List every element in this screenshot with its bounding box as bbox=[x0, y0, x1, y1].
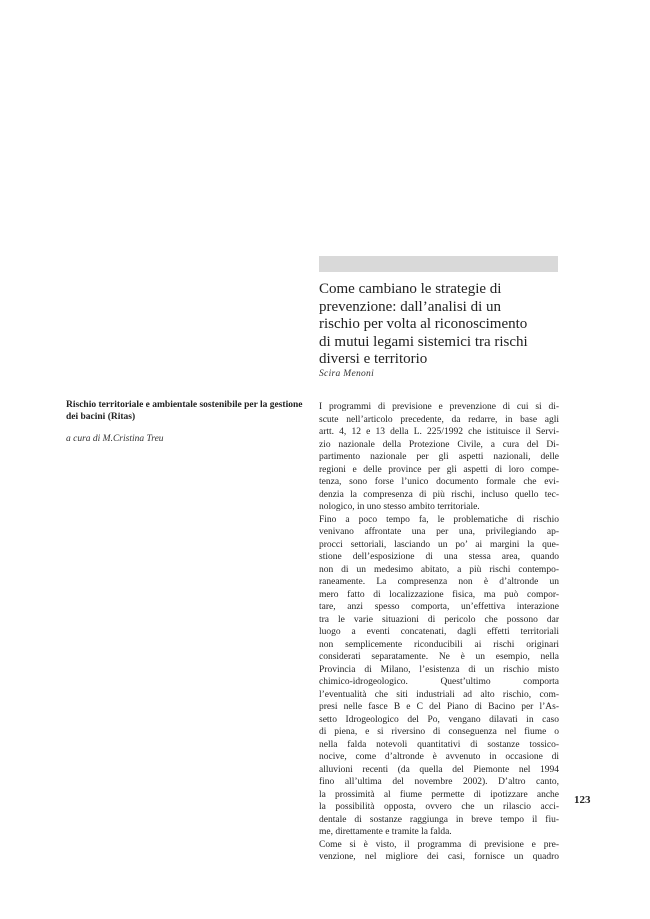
article-title-line: rischio per volta al riconoscimento bbox=[319, 316, 528, 332]
body-text-line: tenza, sono forse l’unico documento formale che evi- bbox=[319, 477, 559, 487]
body-text-line: venzione, nel migliore dei casi, fornisce un quadro bbox=[319, 852, 559, 862]
page-number: 123 bbox=[574, 794, 591, 806]
body-text-line: la possibilità opposta, ovvero che un rilascio acci- bbox=[319, 802, 559, 812]
article-title-line: Come cambiano le strategie di bbox=[319, 281, 502, 297]
body-text-line: partimento nazionale per gli aspetti nazionali, delle bbox=[319, 452, 559, 462]
body-text-line: tra le varie situazioni di pericolo che possono dar bbox=[319, 614, 559, 625]
title-header-bar bbox=[319, 256, 558, 272]
body-text-line: alluvioni recenti (da quella del Piemonte nel 1994 bbox=[319, 764, 559, 775]
article-title-line: diversi e territorio bbox=[319, 351, 428, 367]
body-text-line: nocive, come d’altronde è avvenuto in occasione di bbox=[319, 752, 559, 762]
body-text-line: artt. 4, 12 e 13 della L. 225/1992 che istituisce il Servi- bbox=[319, 427, 559, 437]
body-text-line: chimico-idrogeologico. Quest’ultimo comporta bbox=[319, 677, 559, 687]
body-text-line: l’eventualità che siti industriali ad alto rischio, com- bbox=[319, 689, 559, 700]
section-title: Rischio territoriale e ambientale sostenibile per la gestione dei bacini (Ritas) bbox=[66, 400, 303, 422]
body-text-line: presi nelle fasce B e C del Piano di Bacino per l’As- bbox=[319, 702, 559, 712]
body-text-line: venivano affrontate una per una, privilegiando ap- bbox=[319, 527, 559, 537]
body-text-line: Come si è visto, il programma di previsione e pre- bbox=[319, 839, 559, 850]
body-text-line: la prossimità al fiume permette di ipotizzare anche bbox=[319, 789, 559, 800]
body-text-line: fino all’ultima del novembre 2002). D’altro canto, bbox=[319, 777, 559, 787]
body-text-line: non di un medesimo abitato, a più rischi contempo- bbox=[319, 564, 559, 575]
body-text-line: procci settoriali, lasciando un po’ ai margini la que- bbox=[319, 539, 559, 550]
body-text-line: luogo a eventi concatenati, dagli effetti territoriali bbox=[319, 627, 559, 637]
body-text-line: stione dell’esposizione di una stessa area, quando bbox=[319, 552, 559, 562]
body-text-line: nella falda notevoli quantitativi di sostanze tossico- bbox=[319, 739, 559, 750]
body-text-line: setto Idrogeologico del Po, vengano dilavati in caso bbox=[319, 714, 559, 725]
sidebar-column bbox=[66, 399, 306, 445]
section-editor: a cura di M.Cristina Treu bbox=[66, 434, 164, 444]
body-text-line: mero fatto di localizzazione fisica, ma può compor- bbox=[319, 589, 559, 600]
body-text-line: considerati separatamente. Ne è un esempio, nella bbox=[319, 652, 559, 662]
body-text-line: dentale di sostanze raggiunga in breve tempo il fiu- bbox=[319, 814, 559, 825]
body-text-line: Provincia di Milano, l’esistenza di un rischio misto bbox=[319, 664, 559, 675]
body-text-line: non semplicemente riconducibili ai rischi originari bbox=[319, 639, 559, 650]
article-author: Scira Menoni bbox=[319, 369, 375, 379]
body-text-line: regioni e delle province per gli aspetti di loro compe- bbox=[319, 464, 559, 475]
body-text-line: zio nazionale della Protezione Civile, a cura del Di- bbox=[319, 439, 559, 450]
body-text-line: me, direttamente e tramite la falda. bbox=[319, 827, 452, 837]
body-text-line: raneamente. La compresenza non è d’altronde un bbox=[319, 577, 559, 587]
body-text-line: di piena, e si riversino di conseguenza nel fiume o bbox=[319, 727, 559, 737]
article-body bbox=[319, 401, 559, 864]
article-title-line: prevenzione: dall’analisi di un bbox=[319, 298, 502, 315]
body-text-line: Fino a poco tempo fa, le problematiche di rischio bbox=[319, 514, 559, 525]
article-title-line: di mutui legami sistemici tra rischi bbox=[319, 333, 528, 350]
body-text-line: nologico, in uno stesso ambito territoriale. bbox=[319, 502, 480, 512]
article-title bbox=[319, 281, 564, 369]
body-text-line: tare, anzi spesso comporta, un’effettiva interazione bbox=[319, 602, 559, 612]
body-text-line: scute nell’articolo precedente, da redarre, in base agli bbox=[319, 414, 559, 425]
body-text-line: denzia la compresenza di più rischi, incluso quello tec- bbox=[319, 489, 559, 500]
body-text-line: I programmi di previsione e prevenzione di cui si di- bbox=[319, 402, 559, 412]
